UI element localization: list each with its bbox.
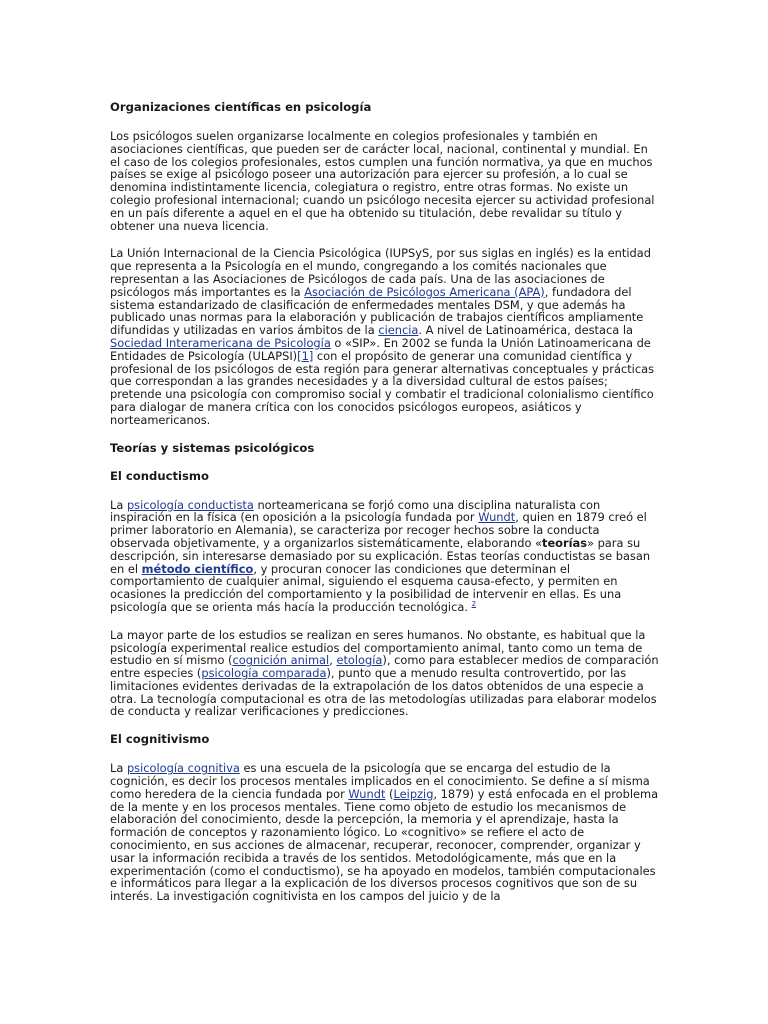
link-cognicion-animal[interactable]: cognición animal bbox=[232, 653, 330, 668]
text-run: La bbox=[110, 497, 127, 512]
text-run: con el propósito de generar una comunidad científica y profesional de los psicólogos de esta región para generar alternativas conceptuales y prácticas que correspondan a las grandes necesidades y a la diversidad cultural de estos países; pretende una psicología con compromiso social y combatir el tradicional colonialismo científico para dialogar de manera crítica con los conocidos psicólogos europeos, asiáticos y norteamericanos. bbox=[110, 348, 655, 427]
text-run: , 1879) y está enfocada en el problema de la mente y en los procesos mentales. Tiene como objeto de estudio los mecanismos de elaboración del conocimiento, desde la percepción, la memoria y el aprendizaje, hasta la formación de conceptos y razonamiento lógico. Lo «cognitivo» se refiere el acto de conocimiento, en sus acciones de almacenar, recuperar, reconocer, comprender, organizar y usar la información recibida a través de los sentidos. Metodológicamente, más que en la experimentación (como el conductismo), se ha apoyado en modelos, también computacionales e informáticos para llegar a la explicación de los diversos procesos cognitivos que son de su interés. La investigación cognitivista en los campos del juicio y de la bbox=[110, 786, 659, 904]
heading-teorias: Teorías y sistemas psicológicos bbox=[110, 440, 315, 455]
link-etologia[interactable]: etología bbox=[336, 653, 383, 668]
heading-organizaciones: Organizaciones científicas en psicología bbox=[110, 100, 372, 114]
link-psicologia-cognitiva[interactable]: psicología cognitiva bbox=[126, 761, 240, 776]
text-run: ( bbox=[385, 786, 394, 801]
heading-cognitivismo: El cognitivismo bbox=[110, 732, 210, 747]
text-run: . A nivel de Latinoamérica, destaca la bbox=[418, 323, 633, 338]
link-sip[interactable]: Sociedad Interamericana de Psicología bbox=[110, 335, 331, 350]
link-leipzig[interactable]: Leipzig bbox=[393, 786, 434, 801]
text-run: La mayor parte de los estudios se realizan en seres humanos. No obstante, es habitual que la psicología experimental realice estudios del comportamiento animal, tanto como un tema de estudio en sí mismo ( bbox=[110, 627, 646, 668]
link-wundt[interactable]: Wundt bbox=[478, 510, 516, 525]
link-metodo-cientifico[interactable]: método científico bbox=[141, 561, 254, 576]
text-run: , y procuran conocer las condiciones que determinan el comportamiento de cualquier animal, siguiendo el esquema causa-efecto, y permiten en ocasiones la predicción del comportamiento y la posibilidad de intervenir en ellas. Es una psicología que se orienta más hacía la producción tecnológica. bbox=[110, 561, 622, 614]
link-wundt-2[interactable]: Wundt bbox=[348, 786, 386, 801]
text-run: La bbox=[110, 761, 127, 776]
paragraph-organizaciones-1: Los psicólogos suelen organizarse localmente en colegios profesionales y también en asociaciones científicas, que pueden ser de carácter local, nacional, continental y mundial. En el caso de los colegios profesionales, estos cumplen una función normativa, ya que en muchos países se exige al psicólogo poseer una autorización para ejercer su profesión, a lo cual se denomina indistintamente licencia, colegiatura o registro, entre otras formas. No existe un colegio profesional internacional; cuando un psicólogo necesita ejercer su actividad profesional en un país diferente a aquel en el que ha obtenido su titulación, debe revalidar su título y obtener una nueva licencia. bbox=[110, 129, 655, 233]
text-run: ), punto que a menudo resulta controvertido, por las limitaciones evidentes derivadas de la extrapolación de los datos obtenidos de una especie a otra. La tecnología computacional es otra de las metodologías utilizadas para elaborar modelos de conducta y realizar verificaciones y predicciones. bbox=[110, 666, 657, 719]
text-run: La Unión Internacional de la Ciencia Psicológica (IUPSyS, por sus siglas en inglés) es la entidad que representa a la Psicología en el mundo, congregando a los comités nacionales que representan a las Asociaciones de Psicólogos de cada país. Una de las asociaciones de psicólogos más importantes es la bbox=[110, 246, 651, 299]
text-run: » para su descripción, sin interesarse demasiado por su explicación. Estas teorías conductistas se basan en el bbox=[110, 535, 651, 576]
text-run: , fundadora del sistema estandarizado de clasificación de enfermedades mentales DSM, y que además ha publicado unas normas para la elaboración y publicación de trabajos científicos ampliamente difundidas y utilizadas en varios ámbitos de la bbox=[110, 284, 644, 338]
link-apa[interactable]: Asociación de Psicólogos Americana (APA) bbox=[304, 284, 545, 299]
link-ciencia[interactable]: ciencia bbox=[378, 323, 419, 338]
heading-conductismo: El conductismo bbox=[110, 468, 209, 483]
text-run: norteamericana se forjó como una disciplina naturalista con inspiración en la física (en oposición a la psicología fundada por bbox=[110, 497, 601, 525]
document-body bbox=[110, 100, 660, 903]
link-psicologia-conductista[interactable]: psicología conductista bbox=[126, 497, 254, 512]
paragraph-conductismo-1 bbox=[110, 499, 660, 614]
link-ref-1[interactable]: [1] bbox=[297, 348, 314, 363]
text-run: , bbox=[329, 653, 337, 668]
text-run: , quien en 1879 creó el primer laboratorio en Alemania), se caracteriza por recoger hechos sobre la conducta observada objetivamente, y a organizarlos sistemáticamente, elaborando « bbox=[110, 510, 647, 550]
text-run: es una escuela de la psicología que se encarga del estudio de la cognición, es decir los procesos mentales implicados en el conocimiento. Se define a sí misma como heredera de la ciencia fundada por bbox=[110, 761, 650, 801]
text-run: o «SIP». En 2002 se funda la Unión Latinoamericana de Entidades de Psicología (ULAPSI) bbox=[110, 335, 651, 363]
paragraph-conductismo-2 bbox=[110, 629, 660, 719]
paragraph-cognitivismo-1 bbox=[110, 762, 660, 903]
paragraph-organizaciones-2 bbox=[110, 247, 660, 426]
link-footnote-2[interactable]: 2 bbox=[471, 600, 477, 609]
text-run: ), como para establecer medios de comparación entre especies ( bbox=[110, 653, 659, 681]
link-psicologia-comparada[interactable]: psicología comparada bbox=[201, 666, 327, 681]
bold-teorias: teorías bbox=[542, 535, 587, 550]
